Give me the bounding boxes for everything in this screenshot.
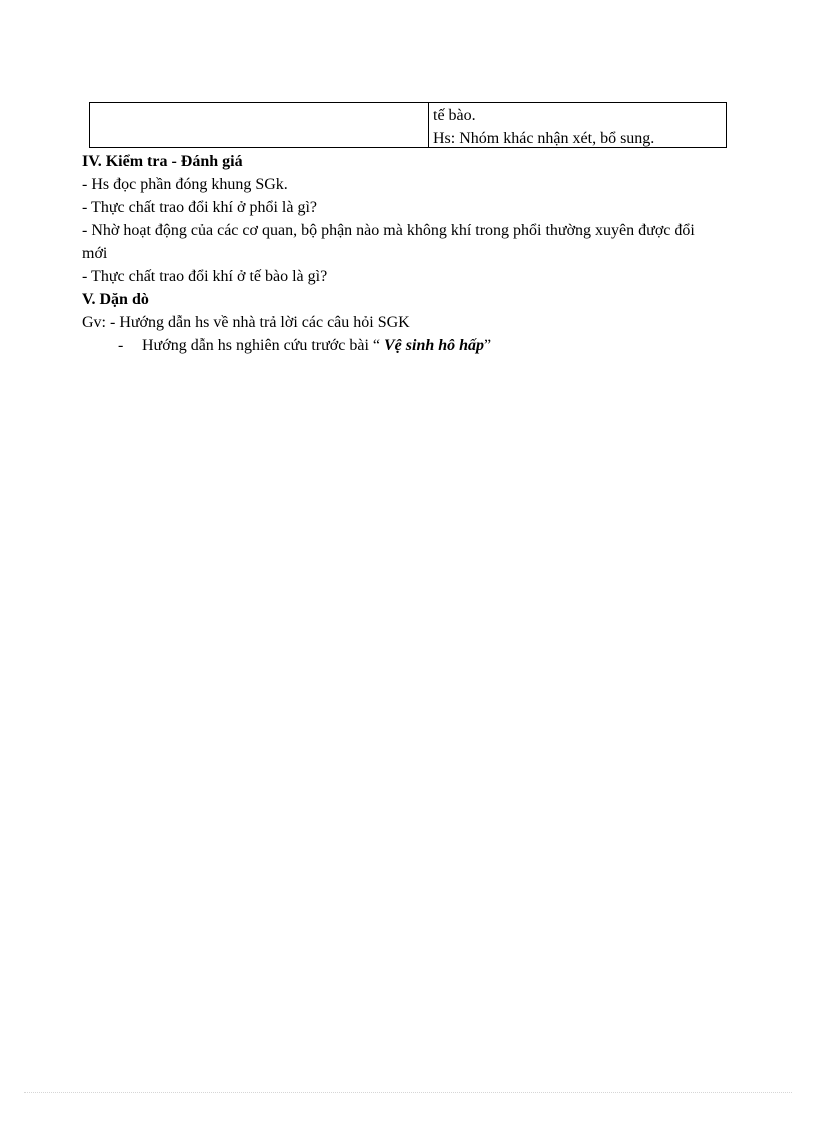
table-cell-line: Hs: Nhóm khác nhận xét, bổ sung. [433, 130, 655, 147]
section-heading-homework: V. Dặn dò [82, 291, 149, 308]
assessment-item: - Nhờ hoạt động của các cơ quan, bộ phận nào mà không khí trong phổi thường xuyên được đổi mới [82, 222, 695, 262]
homework-bullet-item [82, 334, 722, 357]
section-heading-assessment: IV. Kiểm tra - Đánh giá [82, 153, 243, 170]
homework-item-text: Hướng dẫn hs nghiên cứu trước bài “ [142, 337, 384, 354]
homework-item: Gv: - Hướng dẫn hs về nhà trả lời các câu hỏi SGK [82, 314, 410, 331]
assessment-item: - Hs đọc phần đóng khung SGk. [82, 176, 288, 193]
activity-table [89, 102, 727, 148]
assessment-item: - Thực chất trao đổi khí ở tế bào là gì? [82, 268, 328, 285]
table-cell-left [90, 103, 429, 147]
bullet-marker: - [118, 337, 124, 354]
closing-quote: ” [484, 337, 492, 354]
document-body [82, 150, 722, 357]
table-cell-right [429, 103, 726, 147]
table-cell-line: tế bào. [433, 107, 476, 124]
page-bottom-divider [24, 1092, 792, 1093]
lesson-title: Vệ sinh hô hấp [384, 337, 485, 354]
assessment-item: - Thực chất trao đổi khí ở phổi là gì? [82, 199, 317, 216]
